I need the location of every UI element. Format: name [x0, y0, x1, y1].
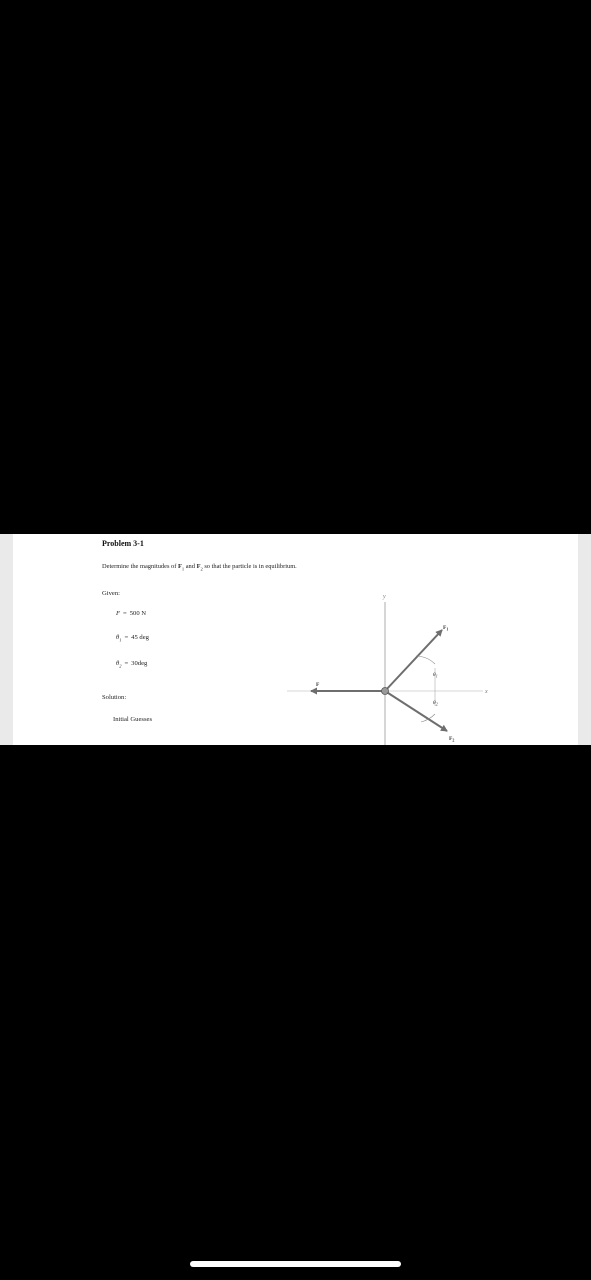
f1-sub: 1	[181, 566, 185, 572]
theta1-arc	[416, 656, 435, 664]
theta1-label: $\theta_1$	[433, 672, 438, 679]
problem-title: Problem 3-1	[102, 539, 144, 548]
document-page	[0, 534, 591, 745]
force-diagram	[285, 588, 495, 745]
x-axis-label: x	[485, 689, 488, 695]
statement-part1: Determine the magnitudes of	[102, 563, 178, 570]
given-symbol: F	[116, 610, 121, 617]
force-f-label: F	[316, 682, 320, 688]
given-row-force	[116, 610, 146, 618]
f1-letter: F	[177, 563, 182, 570]
given-value: 500 N	[129, 610, 147, 617]
problem-statement	[102, 563, 297, 571]
theta2-label: $\theta_2$	[433, 700, 438, 707]
force-f2-arrow	[385, 691, 447, 731]
given-value: 30deg	[131, 660, 148, 667]
page-edge-left	[0, 534, 13, 745]
given-label: Given:	[102, 590, 120, 597]
given-equals: =	[124, 660, 129, 667]
f2-letter: F	[196, 563, 201, 570]
particle	[382, 688, 389, 695]
statement-part2: so that the particle is in equilibrium.	[202, 563, 297, 570]
solution-label: Solution:	[102, 694, 127, 701]
given-value: 45 deg	[131, 634, 149, 641]
given-row-theta2	[116, 660, 147, 668]
force-f1-label: $F_1$	[443, 625, 449, 632]
given-row-theta1	[116, 634, 149, 642]
page-edge-right	[578, 534, 591, 745]
home-indicator-bar[interactable]	[190, 1261, 401, 1267]
initial-guesses-label: Initial Guesses	[113, 716, 153, 723]
force-f2-label: $F_2$	[449, 736, 455, 743]
f2-sub: 2	[200, 566, 203, 572]
given-symbol: $\theta_1$	[116, 634, 122, 643]
y-axis-label: y	[383, 594, 386, 600]
statement-and: and	[184, 563, 197, 570]
given-equals: =	[123, 610, 127, 617]
given-symbol: $\theta_2$	[116, 660, 122, 669]
force-f1-arrow	[385, 630, 442, 691]
given-equals: =	[124, 634, 129, 641]
